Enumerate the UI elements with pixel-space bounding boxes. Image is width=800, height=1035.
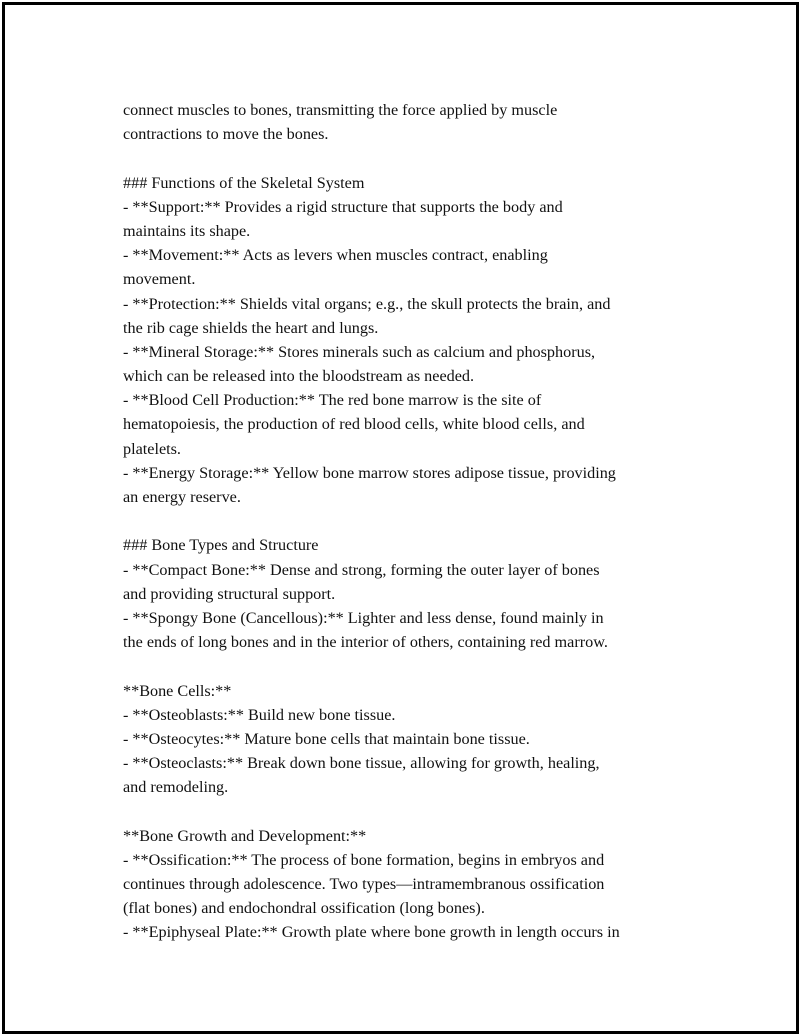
heading-functions — [123, 171, 703, 195]
item-blood-cell-production — [123, 388, 703, 461]
text-line: **Bone Cells:** — [123, 681, 232, 700]
text-line: - **Osteocytes:** Mature bone cells that maintain bone tissue. — [123, 729, 530, 748]
intro-paragraph — [123, 98, 703, 146]
item-epiphyseal-plate — [123, 920, 703, 944]
text-line: - **Movement:** Acts as levers when muscles contract, enabling — [123, 246, 548, 265]
item-osteoclasts — [123, 751, 703, 799]
document-body — [123, 98, 703, 945]
text-line: - **Blood Cell Production:** The red bone marrow is the site of — [123, 391, 542, 410]
paragraph-spacer — [123, 509, 703, 533]
text-line: - **Osteoclasts:** Break down bone tissue, allowing for growth, healing, — [123, 754, 600, 773]
text-line: - **Osteoblasts:** Build new bone tissue. — [123, 705, 396, 724]
text-line: - **Epiphyseal Plate:** Growth plate where bone growth in length occurs in — [123, 923, 620, 942]
text-line: **Bone Growth and Development:** — [123, 826, 367, 845]
text-line: - **Support:** Provides a rigid structure that supports the body and — [123, 197, 563, 216]
heading-bone-cells — [123, 679, 703, 703]
text-line: and remodeling. — [123, 778, 229, 797]
item-protection — [123, 292, 703, 340]
item-energy-storage — [123, 461, 703, 509]
text-line: movement. — [123, 270, 196, 289]
paragraph-spacer — [123, 654, 703, 678]
text-line: connect muscles to bones, transmitting the force applied by muscle — [123, 101, 558, 119]
item-movement — [123, 243, 703, 291]
paragraph-spacer — [123, 799, 703, 823]
text-line: - **Energy Storage:** Yellow bone marrow stores adipose tissue, providing — [123, 463, 616, 482]
text-line: - **Mineral Storage:** Stores minerals such as calcium and phosphorus, — [123, 342, 596, 361]
text-line: - **Spongy Bone (Cancellous):** Lighter and less dense, found mainly in — [123, 608, 604, 627]
item-compact-bone — [123, 558, 703, 606]
text-line: - **Compact Bone:** Dense and strong, forming the outer layer of bones — [123, 560, 600, 579]
text-line: which can be released into the bloodstream as needed. — [123, 367, 475, 386]
text-line: hematopoiesis, the production of red blood cells, white blood cells, and — [123, 415, 585, 434]
heading-bone-types — [123, 533, 703, 557]
item-support — [123, 195, 703, 243]
item-mineral-storage — [123, 340, 703, 388]
text-line: continues through adolescence. Two types—intramembranous ossification — [123, 875, 605, 893]
item-osteoblasts — [123, 703, 703, 727]
text-line: and providing structural support. — [123, 584, 336, 603]
paragraph-spacer — [123, 146, 703, 170]
text-line: contractions to move the bones. — [123, 125, 329, 144]
item-spongy-bone — [123, 606, 703, 654]
text-line: ### Functions of the Skeletal System — [123, 173, 365, 192]
text-line: the rib cage shields the heart and lungs. — [123, 318, 379, 337]
text-line: - **Ossification:** The process of bone formation, begins in embryos and — [123, 850, 605, 869]
text-line: platelets. — [123, 439, 181, 458]
item-ossification — [123, 848, 703, 921]
text-line: an energy reserve. — [123, 488, 241, 506]
text-line: ### Bone Types and Structure — [123, 536, 319, 555]
text-line: the ends of long bones and in the interior of others, containing red marrow. — [123, 633, 608, 652]
text-line: (flat bones) and endochondral ossification (long bones). — [123, 899, 485, 918]
page-frame — [2, 2, 799, 1034]
text-line: - **Protection:** Shields vital organs; e.g., the skull protects the brain, and — [123, 294, 611, 313]
heading-bone-growth — [123, 824, 703, 848]
text-line: maintains its shape. — [123, 221, 251, 240]
item-osteocytes — [123, 727, 703, 751]
